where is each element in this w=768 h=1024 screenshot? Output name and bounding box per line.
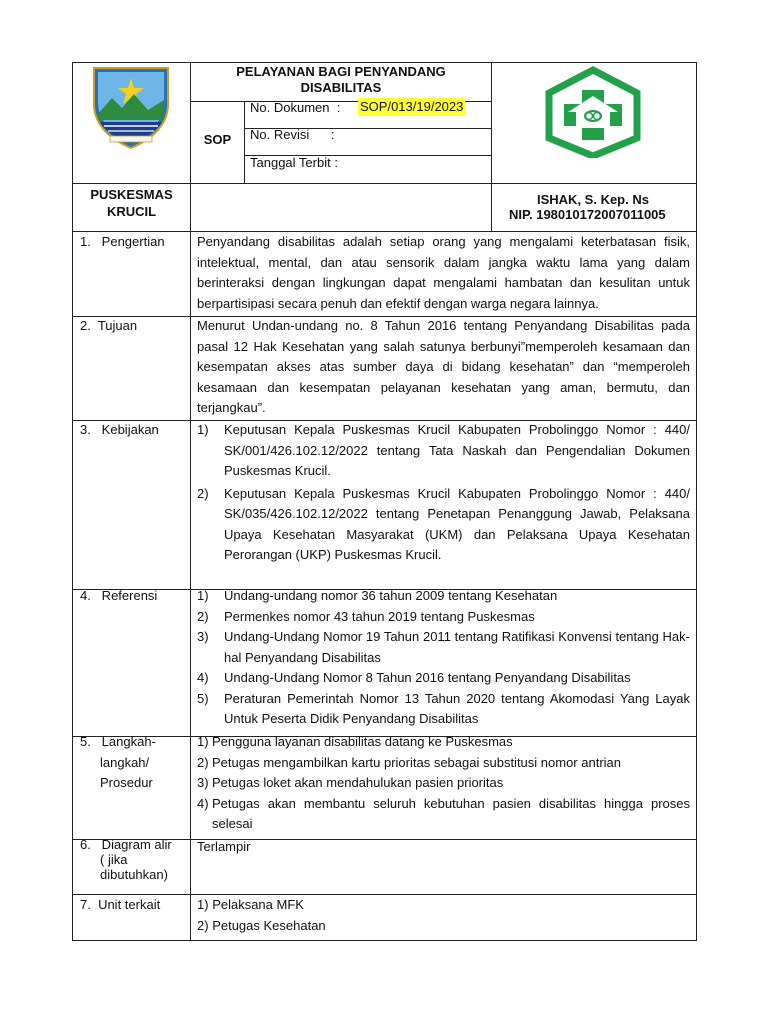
section-label: 2. Tujuan: [80, 318, 138, 333]
list-item: 3) Undang-Undang Nomor 19 Tahun 2011 tentang Ratifikasi Konvensi tentang Hak-hal Penyandang Disabilitas: [197, 629, 690, 665]
list-item: 5) Peraturan Pemerintah Nomor 13 Tahun 2020 tentang Akomodasi Yang Layak Untuk Peserta Didik Penyandang Disabilitas: [197, 690, 690, 726]
issue-date-label: Tanggal Terbit :: [250, 155, 338, 170]
list-item: 3) Petugas loket akan mendahulukan pasien prioritas: [197, 775, 504, 790]
list-item: 2) Permenkes nomor 43 tahun 2019 tentang Puskesmas: [197, 608, 535, 624]
signer-name: ISHAK, S. Kep. Ns: [537, 192, 649, 207]
list-item: 2) Petugas mengambilkan kartu prioritas sebagai substitusi nomor antrian: [197, 754, 621, 770]
puskesmas-logo-icon: [544, 66, 642, 158]
policy-list: [190, 420, 690, 566]
revision-label: No. Revisi :: [250, 127, 335, 142]
regency-crest-icon: [88, 64, 174, 150]
list-item: 1) Pelaksana MFK: [197, 897, 304, 912]
document-title: PELAYANAN BAGI PENYANDANG DISABILITAS: [236, 64, 446, 95]
unit-list: [197, 895, 326, 936]
section-label: 1. Pengertian: [80, 234, 165, 249]
list-item: 2) Keputusan Kepala Puskesmas Krucil Kabupaten Probolinggo Nomor : 440/ SK/035/426.102.12/2022 tentang Penetapan Penanggung Jawab, Pelaksana Upaya Kesehatan Masyarakat (UKM) dan Pelaksana Upaya Kesehatan Perorangan (UKP) Puskesmas Krucil.: [197, 485, 690, 562]
list-item: 2) Petugas Kesehatan: [197, 917, 326, 933]
signer-nip: NIP. 198010172007011005: [509, 207, 666, 222]
list-item: 4) Undang-Undang Nomor 8 Tahun 2016 tentang Penyandang Disabilitas: [197, 670, 631, 685]
section-text: Menurut Undan-undang no. 8 Tahun 2016 tentang Penyandang Disabilitas pada pasal 12 Hak Kesehatan yang salah satunya berbunyi”memperoleh kesamaan dan kesempatan akses atas sumber daya di bidang kesehatan” dan “memperoleh kesamaan dan kesempatan pelayanan kesehatan yang aman, bermutu, dan terjangkau”.: [197, 318, 690, 415]
list-item: 4) Petugas akan membantu seluruh kebutuhan pasien disabilitas hingga proses selesai: [197, 795, 690, 831]
row-4-label-cell: [72, 589, 191, 737]
institution-name: PUSKESMAS KRUCIL: [90, 187, 173, 219]
row-3-label-cell: [72, 420, 191, 590]
blank-middle-cell: [190, 183, 492, 232]
list-item: 1) Undang-undang nomor 36 tahun 2009 tentang Kesehatan: [197, 588, 558, 603]
row-6-content-cell: [190, 839, 697, 895]
section-label: 5. Langkah- langkah/ Prosedur: [80, 734, 156, 790]
section-text: Terlampir: [197, 839, 251, 854]
section-label: 7. Unit terkait: [80, 897, 161, 912]
reference-list: [190, 586, 690, 730]
doc-number-label: No. Dokumen :: [250, 100, 341, 115]
doc-number-value: SOP/013/19/2023: [360, 99, 464, 114]
sop-label: SOP: [203, 132, 232, 147]
section-label: 6. Diagram alir ( jika dibutuhkan): [80, 837, 172, 882]
section-label: 3. Kebijakan: [80, 422, 159, 437]
section-label: 4. Referensi: [80, 588, 158, 603]
section-text: Penyandang disabilitas adalah setiap orang yang mengalami keterbatasan fisik, intelektual, mental, dan atau sensorik dalam jangka waktu lama yang dalam berinteraksi dengan lingkungan dapat mengalami hambatan dan kesulitan untuk berpartisipasi secara penuh dan efektif dengan warga negara lainnya.: [197, 234, 690, 311]
procedure-list: [190, 732, 690, 835]
list-item: 1) Keputusan Kepala Puskesmas Krucil Kabupaten Probolinggo Nomor : 440/ SK/001/426.102.12/2022 tentang Tata Naskah dan Pengendalian Dokumen Puskesmas Krucil.: [197, 422, 690, 478]
list-item: 1) Pengguna layanan disabilitas datang ke Puskesmas: [197, 734, 513, 749]
